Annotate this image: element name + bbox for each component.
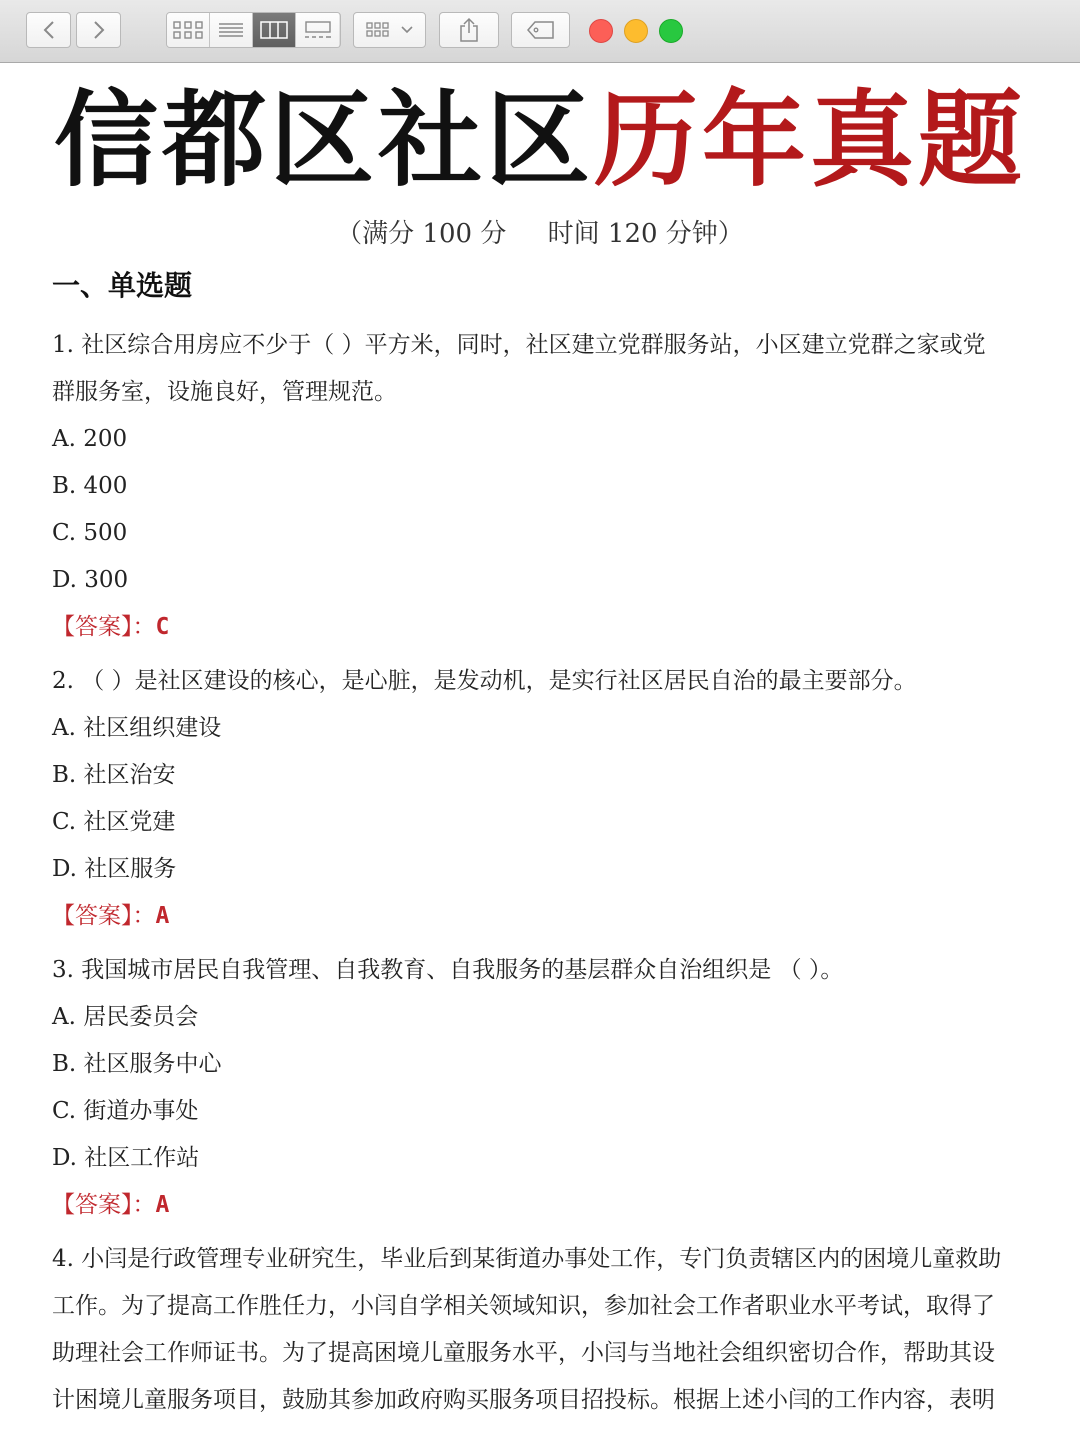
column-view-button[interactable] xyxy=(253,13,296,47)
question-2-answer xyxy=(52,901,1042,931)
chevron-down-icon xyxy=(400,25,414,35)
answer-value: C xyxy=(155,614,170,640)
title-highlight: 历年真题 xyxy=(594,79,1027,201)
question-3-option-a: A. 居民委员会 xyxy=(52,1004,199,1030)
group-by-icon xyxy=(366,22,394,38)
answer-value: A xyxy=(155,903,170,929)
minimize-window-button[interactable] xyxy=(624,19,648,43)
title-location: 信都区社区 xyxy=(53,79,594,201)
columns-icon xyxy=(260,21,288,39)
question-1-text: 1. 社区综合用房应不少于（ ）平方米，同时，社区建立党群服务站，小区建立党群之家或党 xyxy=(52,332,986,358)
question-2-text: 2. （ ）是社区建设的核心，是心脏，是发动机，是实行社区居民自治的最主要部分。 xyxy=(52,668,917,694)
zoom-window-button[interactable] xyxy=(659,19,683,43)
question-4-text-cont: 工作。为了提高工作胜任力，小闫自学相关领域知识，参加社会工作者职业水平考试，取得了 xyxy=(52,1293,995,1319)
question-4-text: 4. 小闫是行政管理专业研究生，毕业后到某街道办事处工作，专门负责辖区内的困境儿童救助 xyxy=(52,1246,1002,1272)
question-1-option-c: C. 500 xyxy=(52,520,128,546)
question-2-option-c: C. 社区党建 xyxy=(52,809,176,835)
question-1-option-a: A. 200 xyxy=(52,426,128,452)
exam-info: （满分 100 分 时间 120 分钟） xyxy=(336,219,744,249)
question-2-option-b: B. 社区治安 xyxy=(52,762,176,788)
list-view-button[interactable] xyxy=(210,13,253,47)
list-icon xyxy=(218,22,244,38)
question-4-text-cont: 计困境儿童服务项目，鼓励其参加政府购买服务项目招投标。根据上述小闫的工作内容，表明 xyxy=(52,1387,995,1413)
tag-icon xyxy=(527,21,555,39)
question-2-option-d: D. 社区服务 xyxy=(52,856,177,882)
answer-label: 【答案】： xyxy=(52,614,156,640)
question-3-answer xyxy=(52,1190,1042,1220)
share-icon xyxy=(458,17,480,43)
chevron-left-icon xyxy=(42,20,56,40)
answer-label: 【答案】： xyxy=(52,903,156,929)
question-3-option-d: D. 社区工作站 xyxy=(52,1145,200,1171)
group-by-button[interactable] xyxy=(353,12,426,48)
view-mode-control xyxy=(166,12,341,48)
tag-button[interactable] xyxy=(511,12,570,48)
gallery-icon xyxy=(304,21,332,39)
grid-view-button[interactable] xyxy=(167,13,210,47)
question-3-text: 3. 我国城市居民自我管理、自我教育、自我服务的基层群众自治组织是 （ ）。 xyxy=(52,957,844,983)
question-1-answer xyxy=(52,612,1042,642)
chevron-right-icon xyxy=(92,20,106,40)
window-toolbar xyxy=(0,0,1080,63)
share-button[interactable] xyxy=(439,12,499,48)
answer-label: 【答案】： xyxy=(52,1192,156,1218)
answer-value: A xyxy=(155,1192,170,1218)
question-2-option-a: A. 社区组织建设 xyxy=(52,715,222,741)
question-3-option-c: C. 街道办事处 xyxy=(52,1098,199,1124)
section-heading: 一、单选题 xyxy=(52,269,193,302)
question-4-text-cont: 助理社会工作师证书。为了提高困境儿童服务水平，小闫与当地社会组织密切合作，帮助其设 xyxy=(52,1340,995,1366)
question-1-option-d: D. 300 xyxy=(52,567,129,593)
forward-button[interactable] xyxy=(76,12,121,48)
close-window-button[interactable] xyxy=(589,19,613,43)
gallery-view-button[interactable] xyxy=(296,13,339,47)
question-1-text-cont: 群服务室，设施良好，管理规范。 xyxy=(52,379,397,405)
grid-icon xyxy=(173,21,203,39)
question-3-option-b: B. 社区服务中心 xyxy=(52,1051,222,1077)
question-1-option-b: B. 400 xyxy=(52,473,128,499)
back-button[interactable] xyxy=(26,12,71,48)
document-title xyxy=(0,80,1080,200)
